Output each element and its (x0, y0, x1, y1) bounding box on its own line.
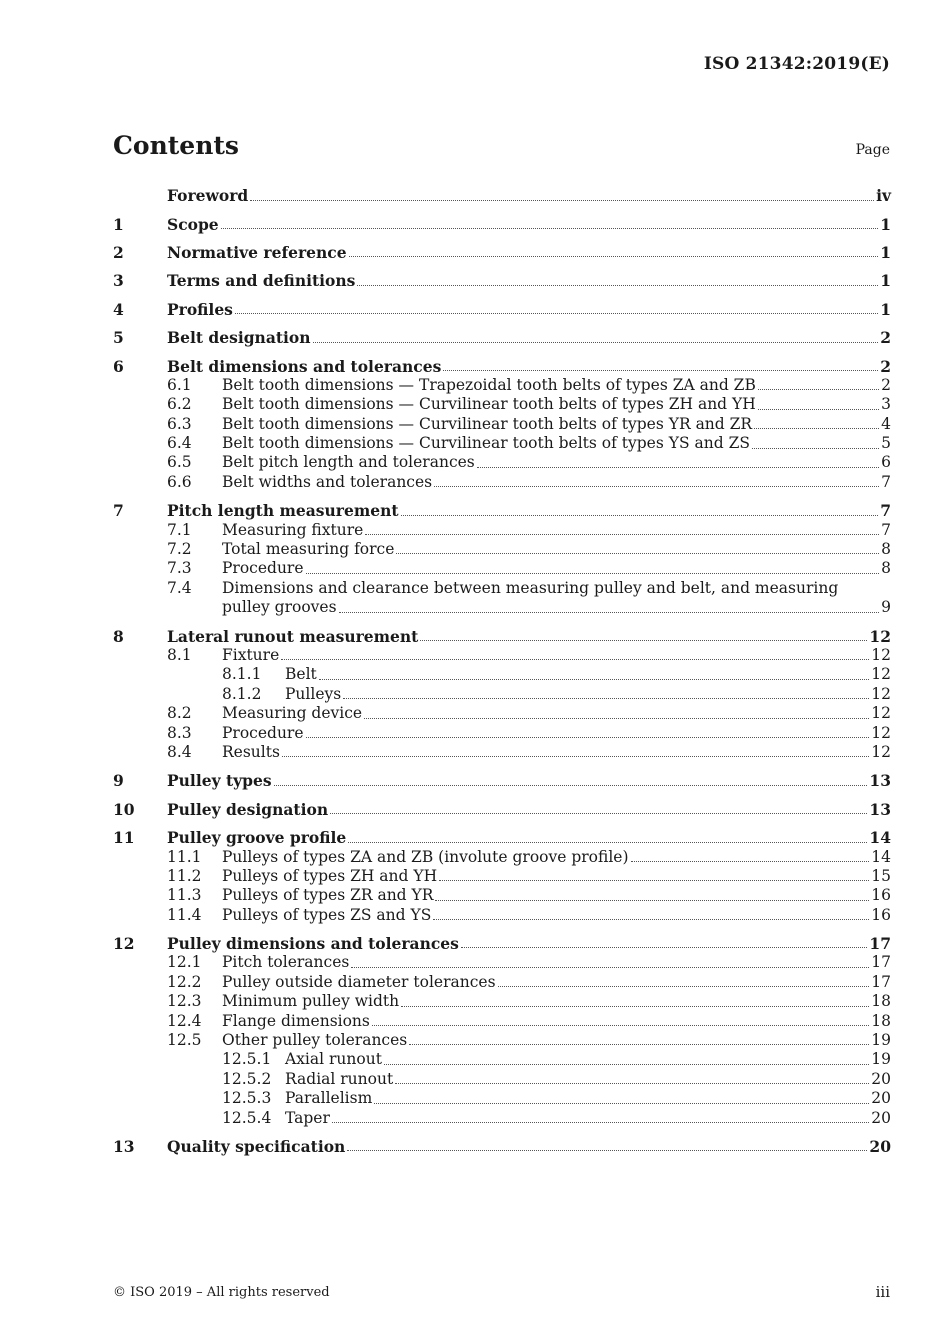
toc-entry-page: 4 (881, 414, 891, 433)
dot-leader (461, 946, 868, 948)
toc-entry-number: 6 (113, 356, 124, 376)
toc-entry-page: 7 (880, 501, 891, 521)
toc-entry[interactable] (113, 704, 891, 723)
toc-entry-number: 6.1 (167, 375, 192, 394)
toc-entry-number: 8.3 (167, 723, 192, 742)
dot-leader (396, 552, 879, 554)
toc-entry[interactable] (113, 685, 891, 704)
toc-entry-page: 15 (871, 866, 891, 885)
toc-entry[interactable] (113, 724, 891, 743)
toc-entry-title: Taper (285, 1108, 330, 1127)
toc-entry[interactable] (113, 434, 891, 453)
toc-entry-page: 18 (871, 1011, 891, 1030)
toc-entry-page: 20 (871, 1108, 891, 1127)
dot-leader (395, 1082, 869, 1084)
toc-entry-page: 20 (871, 1069, 891, 1088)
toc-entry-number: 12.5.2 (222, 1069, 272, 1088)
dot-leader (439, 879, 869, 881)
dot-leader (332, 1121, 869, 1123)
toc-entry-number: 8.1.2 (222, 684, 262, 703)
toc-entry-number: 7.3 (167, 559, 192, 578)
toc-entry-number: 11.4 (167, 905, 202, 924)
toc-entry-page: 14 (871, 847, 891, 866)
toc-entry-title: Pulleys of types ZS and YS (222, 905, 432, 924)
dot-leader (434, 485, 879, 487)
toc-entry-title: Belt pitch length and tolerances (222, 453, 475, 472)
toc-entry-number: 8.1 (167, 646, 192, 664)
toc-entry-page: 1 (880, 299, 891, 319)
toc-entry[interactable] (113, 454, 891, 473)
toc-entry-title: Pulleys (285, 684, 342, 703)
toc-entry-title: Belt tooth dimensions — Trapezoidal tooth belts of types ZA and ZB (222, 375, 756, 394)
toc-entry-title: Total measuring force (222, 540, 395, 559)
toc-entry-number: 8.2 (167, 704, 192, 723)
toc-entry-number: 12.5.4 (222, 1108, 272, 1127)
toc-entry[interactable] (113, 992, 891, 1011)
dot-leader (364, 717, 869, 719)
toc-entry-title: Foreword (167, 186, 249, 206)
toc-entry-page: 2 (881, 375, 891, 394)
toc-entry-title: Lateral runout measurement (167, 626, 419, 646)
toc-entry-page: 13 (869, 771, 891, 791)
dot-leader (435, 899, 869, 901)
toc-entry-title: Quality specification (167, 1136, 346, 1156)
dot-leader (401, 1005, 869, 1007)
dot-leader (401, 514, 879, 516)
toc-entry[interactable] (113, 743, 891, 762)
toc-entry[interactable] (113, 356, 891, 376)
page-column-label: Page (855, 142, 890, 158)
toc-entry-title: Parallelism (285, 1089, 373, 1108)
toc-entry-page: 7 (881, 472, 891, 491)
toc-entry-number: 6.2 (167, 395, 192, 414)
toc-entry-page: 13 (869, 799, 891, 819)
toc-entry-number: 6.4 (167, 434, 192, 453)
toc-entry-title: Axial runout (285, 1050, 382, 1069)
toc-entry-page: 12 (871, 704, 891, 723)
toc-entry-page: 8 (881, 559, 891, 578)
toc-entry-page: 1 (880, 271, 891, 291)
toc-entry-title: Procedure (222, 723, 304, 742)
toc-entry[interactable] (113, 934, 891, 954)
toc-entry-title: Terms and definitions (167, 271, 356, 291)
toc-entry[interactable] (113, 848, 891, 867)
table-of-contents (113, 184, 891, 1156)
dot-leader (281, 658, 869, 660)
toc-entry[interactable] (113, 973, 891, 992)
dot-leader (306, 736, 870, 738)
page-number: iii (875, 1283, 890, 1301)
toc-entry-number: 6.5 (167, 453, 192, 472)
toc-entry-number: 1 (113, 214, 124, 234)
toc-entry-number: 7 (113, 501, 124, 521)
toc-entry[interactable] (113, 559, 891, 578)
toc-entry-title: Measuring device (222, 704, 363, 723)
toc-entry-number: 12.5.1 (222, 1050, 272, 1069)
toc-entry[interactable] (113, 665, 891, 684)
dot-leader (433, 918, 869, 920)
toc-entry-title: Other pulley tolerances (222, 1031, 408, 1050)
toc-entry-page: 8 (881, 540, 891, 559)
toc-entry-title: Pulley designation (167, 799, 329, 819)
toc-entry-page: 20 (869, 1136, 891, 1156)
toc-entry-number: 3 (113, 271, 124, 291)
dot-leader (306, 572, 880, 574)
toc-entry-number: 4 (113, 299, 124, 319)
toc-entry[interactable] (113, 395, 891, 414)
toc-entry-page: 2 (880, 328, 891, 348)
toc-entry-title: Procedure (222, 559, 304, 578)
toc-entry[interactable] (113, 1012, 891, 1031)
toc-entry-page: 1 (880, 214, 891, 234)
toc-entry[interactable] (113, 1109, 891, 1128)
toc-entry-number: 13 (113, 1136, 135, 1156)
toc-entry-page: 17 (871, 972, 891, 991)
toc-entry[interactable] (113, 906, 891, 925)
toc-entry[interactable] (113, 540, 891, 559)
toc-entry-number: 7.1 (167, 520, 192, 539)
page-title: Contents (113, 131, 240, 160)
toc-entry-number: 7.4 (167, 578, 192, 597)
toc-entry-number: 11.3 (167, 886, 202, 905)
toc-entry-page: 18 (871, 992, 891, 1011)
toc-entry-page: 12 (869, 626, 891, 646)
dot-leader (339, 611, 880, 613)
toc-entry-title: Dimensions and clearance between measuring pulley and belt, and measuring (222, 578, 839, 597)
toc-entry[interactable] (113, 243, 891, 263)
toc-entry[interactable] (113, 1031, 891, 1050)
toc-entry-page: 17 (869, 934, 891, 954)
toc-entry-title-continued: pulley grooves (222, 598, 337, 617)
toc-entry-page: 6 (881, 453, 891, 472)
toc-entry-title: Normative reference (167, 242, 347, 262)
toc-entry-number: 11.1 (167, 847, 202, 866)
toc-entry-title: Scope (167, 214, 219, 234)
toc-entry[interactable] (113, 328, 891, 348)
toc-entry-title: Belt dimensions and tolerances (167, 356, 442, 376)
toc-entry-title: Pulley dimensions and tolerances (167, 934, 459, 954)
dot-leader (349, 255, 879, 257)
dot-leader (274, 784, 868, 786)
toc-entry[interactable] (113, 214, 891, 234)
toc-entry[interactable] (113, 828, 891, 848)
toc-entry-page: 20 (871, 1089, 891, 1108)
toc-entry[interactable] (113, 473, 891, 492)
dot-leader (758, 388, 879, 390)
dot-leader (343, 697, 869, 699)
toc-entry[interactable] (113, 646, 891, 665)
toc-entry-number: 12.3 (167, 992, 202, 1011)
toc-entry-title: Belt tooth dimensions — Curvilinear tooth belts of types YS and ZS (222, 434, 750, 453)
toc-entry[interactable] (113, 771, 891, 791)
toc-entry[interactable] (113, 521, 891, 540)
toc-entry-title: Fixture (222, 646, 280, 664)
toc-entry-page: iv (876, 186, 891, 206)
toc-entry[interactable] (113, 1089, 891, 1108)
toc-entry[interactable] (113, 300, 891, 320)
dot-leader (384, 1063, 869, 1065)
toc-entry-page: 1 (880, 242, 891, 262)
toc-entry[interactable] (113, 501, 891, 521)
toc-entry-page: 16 (871, 905, 891, 924)
toc-entry-number: 8.1.1 (222, 665, 262, 684)
toc-entry-page: 9 (881, 598, 891, 617)
toc-entry-page: 12 (871, 684, 891, 703)
dot-leader (758, 408, 879, 410)
toc-entry-title: Belt tooth dimensions — Curvilinear tooth belts of types ZH and YH (222, 395, 756, 414)
toc-entry[interactable] (113, 271, 891, 291)
toc-entry-number: 5 (113, 328, 124, 348)
dot-leader (235, 312, 878, 314)
toc-entry[interactable] (113, 953, 891, 972)
toc-entry-number: 12.1 (167, 953, 202, 972)
toc-entry-title: Pitch length measurement (167, 501, 399, 521)
toc-entry-number: 7.2 (167, 540, 192, 559)
copyright-notice: © ISO 2019 – All rights reserved (113, 1285, 330, 1300)
dot-leader (250, 199, 874, 201)
toc-entry-title: Results (222, 742, 280, 761)
toc-entry-title: Pulleys of types ZH and YH (222, 866, 438, 885)
dot-leader (372, 1024, 869, 1026)
toc-entry-title: Measuring fixture (222, 520, 364, 539)
dot-leader (330, 812, 867, 814)
toc-entry-number: 8.4 (167, 742, 192, 761)
toc-entry-number: 6.3 (167, 414, 192, 433)
dot-leader (313, 341, 879, 343)
toc-entry-page: 12 (871, 742, 891, 761)
toc-entry-page: 12 (871, 665, 891, 684)
toc-entry-number: 12.5 (167, 1031, 202, 1050)
toc-entry-title: Profiles (167, 299, 233, 319)
dot-leader (282, 755, 869, 757)
dot-leader (374, 1102, 869, 1104)
dot-leader (754, 427, 879, 429)
toc-entry[interactable] (113, 1137, 891, 1157)
toc-entry-page: 2 (880, 356, 891, 376)
toc-entry[interactable] (113, 626, 891, 646)
toc-entry[interactable] (113, 376, 891, 395)
toc-entry-page: 14 (869, 828, 891, 848)
toc-entry-number: 12 (113, 934, 135, 954)
toc-entry-page: 19 (871, 1031, 891, 1050)
toc-entry-number: 12.4 (167, 1011, 202, 1030)
toc-entry-number: 8 (113, 626, 124, 646)
toc-entry-number: 2 (113, 242, 124, 262)
toc-entry-title: Belt tooth dimensions — Curvilinear tooth belts of types YR and ZR (222, 414, 753, 433)
toc-entry-title: Pitch tolerances (222, 953, 350, 972)
dot-leader (221, 227, 879, 229)
toc-entry[interactable] (113, 886, 891, 905)
toc-entry-title: Pulley types (167, 771, 272, 791)
toc-entry-page: 3 (881, 395, 891, 414)
toc-entry[interactable] (113, 598, 891, 617)
toc-entry-page: 7 (881, 520, 891, 539)
toc-entry-number: 12.5.3 (222, 1089, 272, 1108)
toc-entry-number: 9 (113, 771, 124, 791)
dot-leader (348, 841, 867, 843)
toc-entry-page: 5 (881, 434, 891, 453)
toc-entry-title: Minimum pulley width (222, 992, 400, 1011)
dot-leader (357, 284, 878, 286)
dot-leader (443, 369, 878, 371)
dot-leader (420, 639, 867, 641)
dot-leader (752, 447, 879, 449)
toc-entry-title: Belt (285, 665, 317, 684)
toc-entry-page: 17 (871, 953, 891, 972)
toc-entry-title: Belt designation (167, 328, 311, 348)
toc-entry-page: 19 (871, 1050, 891, 1069)
toc-entry-number: 11.2 (167, 866, 202, 885)
toc-entry-title: Radial runout (285, 1069, 394, 1088)
toc-entry-number: 11 (113, 828, 135, 848)
toc-entry-title: Pulleys of types ZR and YR (222, 886, 434, 905)
toc-entry-page: 16 (871, 886, 891, 905)
toc-entry-page: 12 (871, 723, 891, 742)
toc-entry[interactable] (113, 579, 891, 598)
toc-entry[interactable] (113, 800, 891, 820)
toc-entry-title: Pulley outside diameter tolerances (222, 972, 496, 991)
dot-leader (351, 966, 869, 968)
dot-leader (477, 466, 879, 468)
toc-entry-page: 12 (871, 646, 891, 664)
toc-entry[interactable] (113, 186, 891, 206)
dot-leader (631, 860, 870, 862)
toc-entry[interactable] (113, 867, 891, 886)
toc-entry-number: 10 (113, 799, 135, 819)
toc-entry[interactable] (113, 1050, 891, 1069)
document-id: ISO 21342:2019(E) (703, 54, 890, 74)
dot-leader (347, 1149, 867, 1151)
toc-entry-title: Belt widths and tolerances (222, 472, 433, 491)
dot-leader (498, 985, 870, 987)
dot-leader (365, 533, 879, 535)
toc-entry[interactable] (113, 1070, 891, 1089)
toc-entry-title: Flange dimensions (222, 1011, 370, 1030)
dot-leader (409, 1043, 869, 1045)
toc-entry-title: Pulley groove profile (167, 828, 347, 848)
dot-leader (319, 678, 870, 680)
toc-entry-title: Pulleys of types ZA and ZB (involute groove profile) (222, 847, 629, 866)
toc-entry-number: 6.6 (167, 472, 192, 491)
toc-entry[interactable] (113, 415, 891, 434)
toc-entry-number: 12.2 (167, 972, 202, 991)
